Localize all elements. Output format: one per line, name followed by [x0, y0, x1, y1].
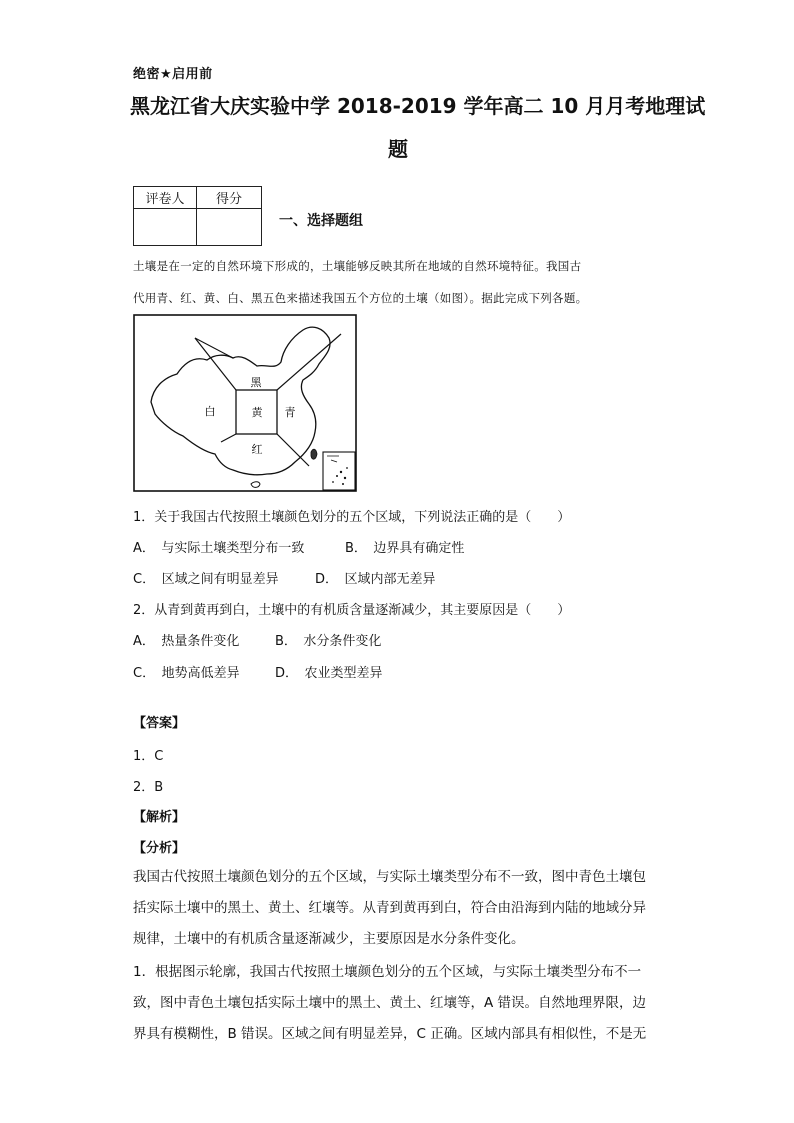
- map-label-red: 红: [251, 443, 263, 456]
- question-2-options-row1: [133, 630, 381, 649]
- grader-header: 评卷人: [134, 187, 197, 209]
- analysis-line: 规律，土壤中的有机质含量逐渐减少，主要原因是水分条件变化。: [133, 931, 525, 947]
- detail-line: 致，图中青色土壤包括实际土壤中的黑土、黄土、红壤等，A 错误。自然地理界限，边: [133, 995, 647, 1011]
- score-header: 得分: [197, 187, 262, 209]
- section-title: 一、选择题组: [279, 213, 363, 229]
- intro-line-1: 土壤是在一定的自然环境下形成的，土壤能够反映其所在地域的自然环境特征。我国古: [133, 259, 582, 273]
- answer-1: 1．C: [133, 749, 164, 764]
- option-2a[interactable]: A． 热量条件变化: [133, 634, 240, 649]
- explain-heading: 【解析】: [133, 810, 186, 825]
- answer-2: 2．B: [133, 780, 164, 795]
- analysis-line: 括实际土壤中的黑土、黄土、红壤等。从青到黄再到白，符合由沿海到内陆的地域分异: [133, 900, 646, 916]
- analysis-heading: 【分析】: [133, 841, 186, 856]
- question-1-options-row2: [133, 568, 436, 587]
- question-2-stem: 2．从青到黄再到白，土壤中的有机质含量逐渐减少，其主要原因是（ ）: [133, 603, 571, 618]
- option-1d[interactable]: D． 区域内部无差异: [315, 572, 436, 587]
- score-table: [133, 186, 262, 246]
- detail-line: 界具有模糊性，B 错误。区域之间有明显差异，C 正确。区域内部具有相似性，不是无: [133, 1026, 647, 1042]
- map-label-cyan: 青: [284, 406, 296, 419]
- page-title-line2: 题: [388, 137, 408, 161]
- option-1c[interactable]: C． 区域之间有明显差异: [133, 572, 279, 587]
- option-1a[interactable]: A． 与实际土壤类型分布一致: [133, 541, 305, 556]
- grader-cell: [134, 209, 197, 246]
- analysis-paragraph: [133, 862, 663, 955]
- question-2-options-row2: [133, 662, 383, 681]
- map-label-yellow: 黄: [251, 406, 263, 419]
- secret-mark: 绝密★启用前: [133, 67, 213, 82]
- detail-paragraph: [133, 957, 663, 1050]
- answer-heading: 【答案】: [133, 716, 186, 731]
- china-soil-map: [133, 314, 357, 492]
- analysis-line: 我国古代按照土壤颜色划分的五个区域，与实际土壤类型分布不一致，图中青色土壤包: [133, 869, 646, 885]
- option-2c[interactable]: C． 地势高低差异: [133, 666, 240, 681]
- intro-line-2: 代用青、红、黄、白、黑五色来描述我国五个方位的土壤（如图）。据此完成下列各题。: [133, 291, 588, 305]
- option-2d[interactable]: D． 农业类型差异: [275, 666, 383, 681]
- page-title-line1: 黑龙江省大庆实验中学 2018-2019 学年高二 10 月月考地理试: [130, 94, 706, 118]
- option-2b[interactable]: B． 水分条件变化: [275, 634, 382, 649]
- map-label-white: 白: [204, 405, 216, 418]
- question-1-options-row1: [133, 537, 464, 556]
- detail-line: 1．根据图示轮廓，我国古代按照土壤颜色划分的五个区域，与实际土壤类型分布不一: [133, 964, 642, 980]
- question-1-stem: 1．关于我国古代按照土壤颜色划分的五个区域，下列说法正确的是（ ）: [133, 510, 571, 525]
- map-label-black: 黑: [250, 376, 262, 389]
- score-cell: [197, 209, 262, 246]
- option-1b[interactable]: B． 边界具有确定性: [345, 541, 465, 556]
